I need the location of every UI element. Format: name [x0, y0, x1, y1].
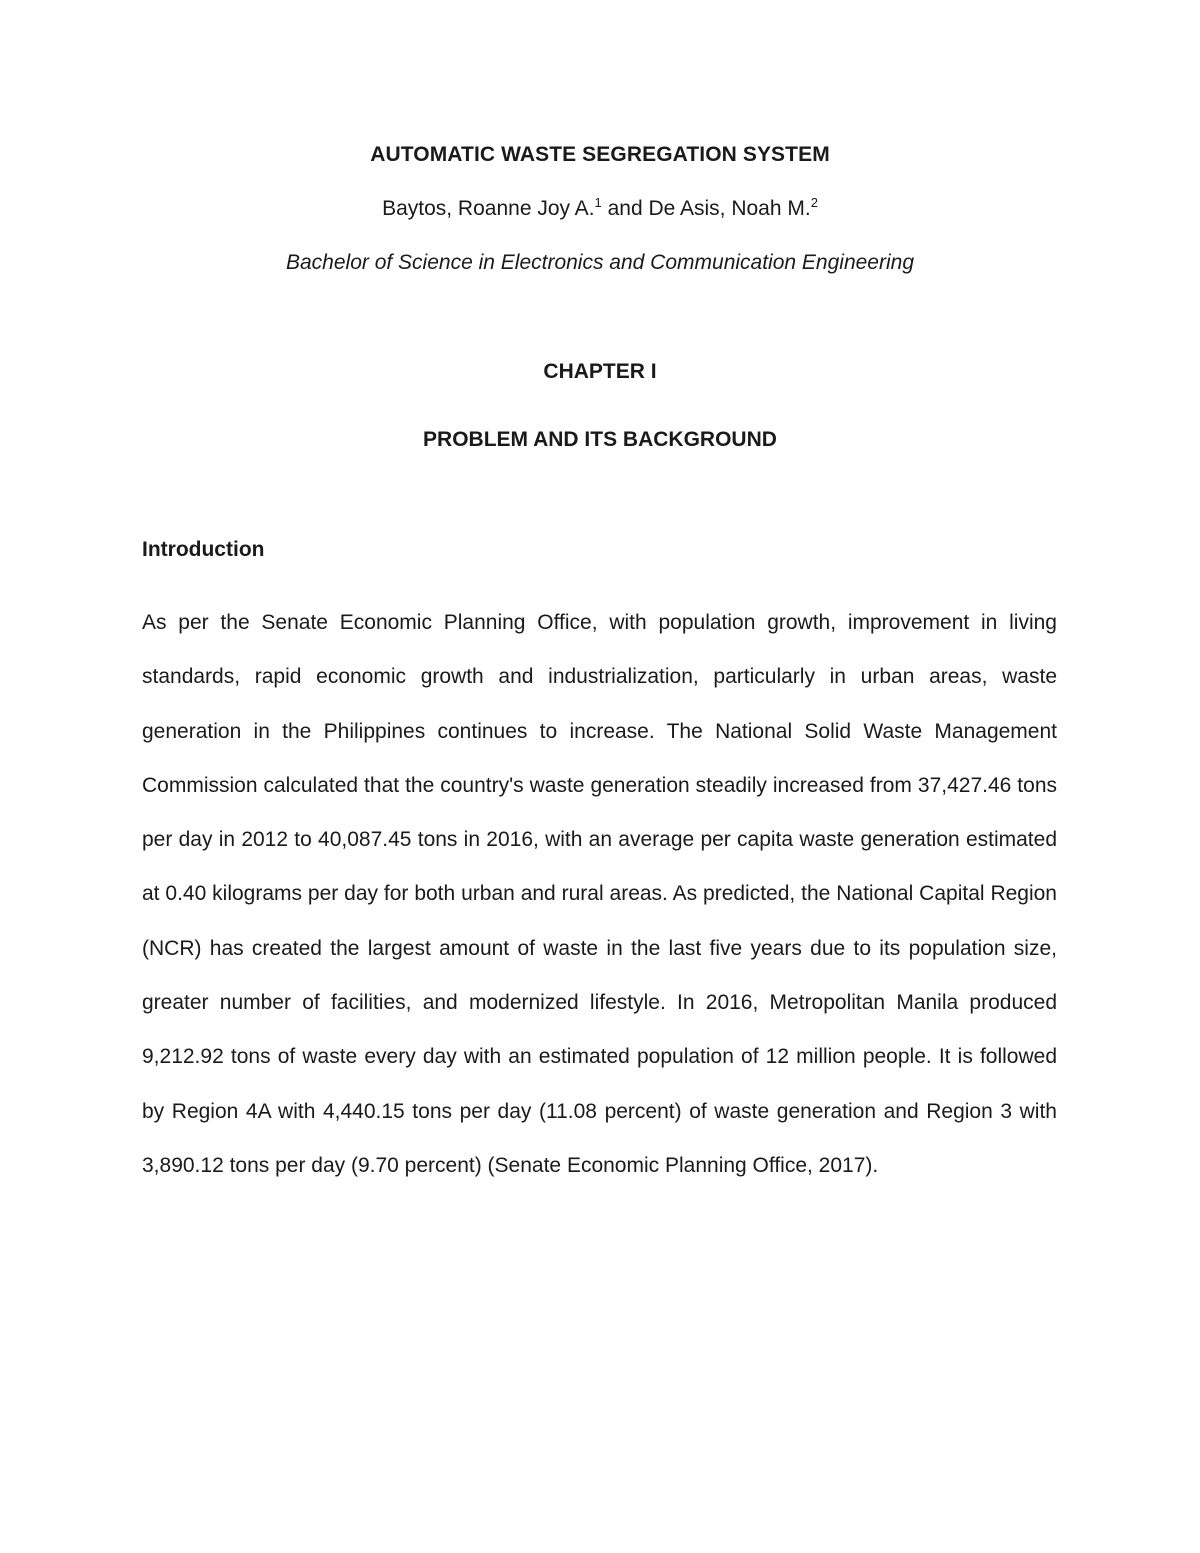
- author-2-mark: 2: [810, 195, 818, 210]
- author-2: and De Asis, Noah M.: [601, 197, 811, 220]
- section-heading: Introduction: [142, 538, 265, 561]
- degree-program: Bachelor of Science in Electronics and Communication Engineering: [285, 251, 914, 274]
- author-1: Baytos, Roanne Joy A.: [382, 197, 595, 220]
- document-title: AUTOMATIC WASTE SEGREGATION SYSTEM: [370, 143, 830, 166]
- author-1-mark: 1: [594, 195, 602, 210]
- chapter-title: PROBLEM AND ITS BACKGROUND: [423, 428, 777, 451]
- chapter-number: CHAPTER I: [543, 360, 657, 383]
- author-line: [0, 197, 1200, 221]
- introduction-paragraph: As per the Senate Economic Planning Office, with population growth, improvement in living standards, rapid economic growth and industrialization, particularly in urban areas, waste generation in the Philippines continues to increase. The National Solid Waste Management Commission calculated that the country's waste generation steadily increased from 37,427.46 tons per day in 2012 to 40,087.45 tons in 2016, with an average per capita waste generation estimated at 0.40 kilograms per day for both urban and rural areas. As predicted, the National Capital Region (NCR) has created the largest amount of waste in the last five years due to its population size, greater number of facilities, and modernized lifestyle. In 2016, Metropolitan Manila produced 9,212.92 tons of waste every day with an estimated population of 12 million people. It is followed by Region 4A with 4,440.15 tons per day (11.08 percent) of waste generation and Region 3 with 3,890.12 tons per day (9.70 percent) (Senate Economic Planning Office, 2017).: [142, 611, 1057, 1177]
